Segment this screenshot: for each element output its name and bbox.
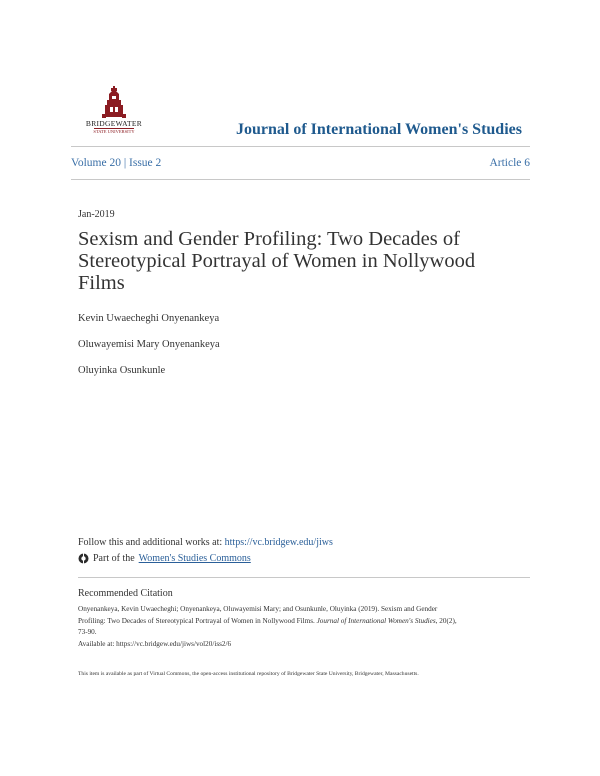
citation-volume: , 20(2), — [435, 616, 457, 625]
citation-available: Available at: https://vc.bridgew.edu/jiws/vol20/iss2/6 — [78, 639, 232, 648]
follow-url-link[interactable]: https://vc.bridgew.edu/jiws — [224, 537, 333, 548]
commons-network-icon — [78, 553, 89, 564]
citation-line-1: Onyenankeya, Kevin Uwaecheghi; Onyenankeya, Oluwayemisi Mary; and Osunkunle, Oluyinka (2019). Sexism and Gender — [78, 605, 438, 613]
womens-studies-commons-link[interactable]: Women's Studies Commons — [138, 553, 251, 564]
citation-line-3: 73-90. — [78, 628, 97, 636]
follow-line — [78, 537, 333, 548]
volume-separator: | — [123, 157, 127, 169]
article-link[interactable]: Article 6 — [489, 157, 530, 169]
journal-title-link[interactable]: Journal of International Women's Studies — [236, 121, 522, 138]
divider-top — [71, 146, 530, 147]
logo-subtitle: STATE UNIVERSITY — [93, 129, 135, 134]
follow-text: Follow this and additional works at: — [78, 537, 225, 548]
repository-footer: This item is available as part of Virtual Commons, the open-access institutional repository of Bridgewater State University, Bridgewater, Massachusetts. — [78, 671, 419, 677]
volume-link[interactable]: Volume 20 — [71, 157, 121, 169]
part-of-text: Part of the — [93, 553, 135, 564]
citation-title-part: Profiling: Two Decades of Stereotypical Portrayal of Women in Nollywood Films. — [78, 616, 317, 625]
citation-line-2 — [78, 616, 518, 628]
volume-issue — [71, 157, 161, 169]
divider-header — [71, 179, 530, 180]
citation-block — [78, 604, 518, 650]
part-of-line — [78, 553, 251, 564]
paper-title: Sexism and Gender Profiling: Two Decades of Stereotypical Portrayal of Women in Nollywood Films — [78, 228, 476, 294]
citation-journal: Journal of International Women's Studies — [316, 616, 436, 625]
university-logo — [80, 86, 148, 136]
author-1: Kevin Uwaecheghi Onyenankeya — [78, 313, 220, 324]
divider-citation — [78, 577, 530, 578]
recommended-citation-label: Recommended Citation — [78, 588, 173, 599]
logo-wordmark: BRIDGEWATER — [85, 119, 143, 128]
issue-link[interactable]: Issue 2 — [129, 157, 162, 169]
author-2: Oluwayemisi Mary Onyenankeya — [78, 339, 220, 350]
author-3: Oluyinka Osunkunle — [78, 365, 166, 376]
publication-date: Jan-2019 — [78, 209, 115, 220]
